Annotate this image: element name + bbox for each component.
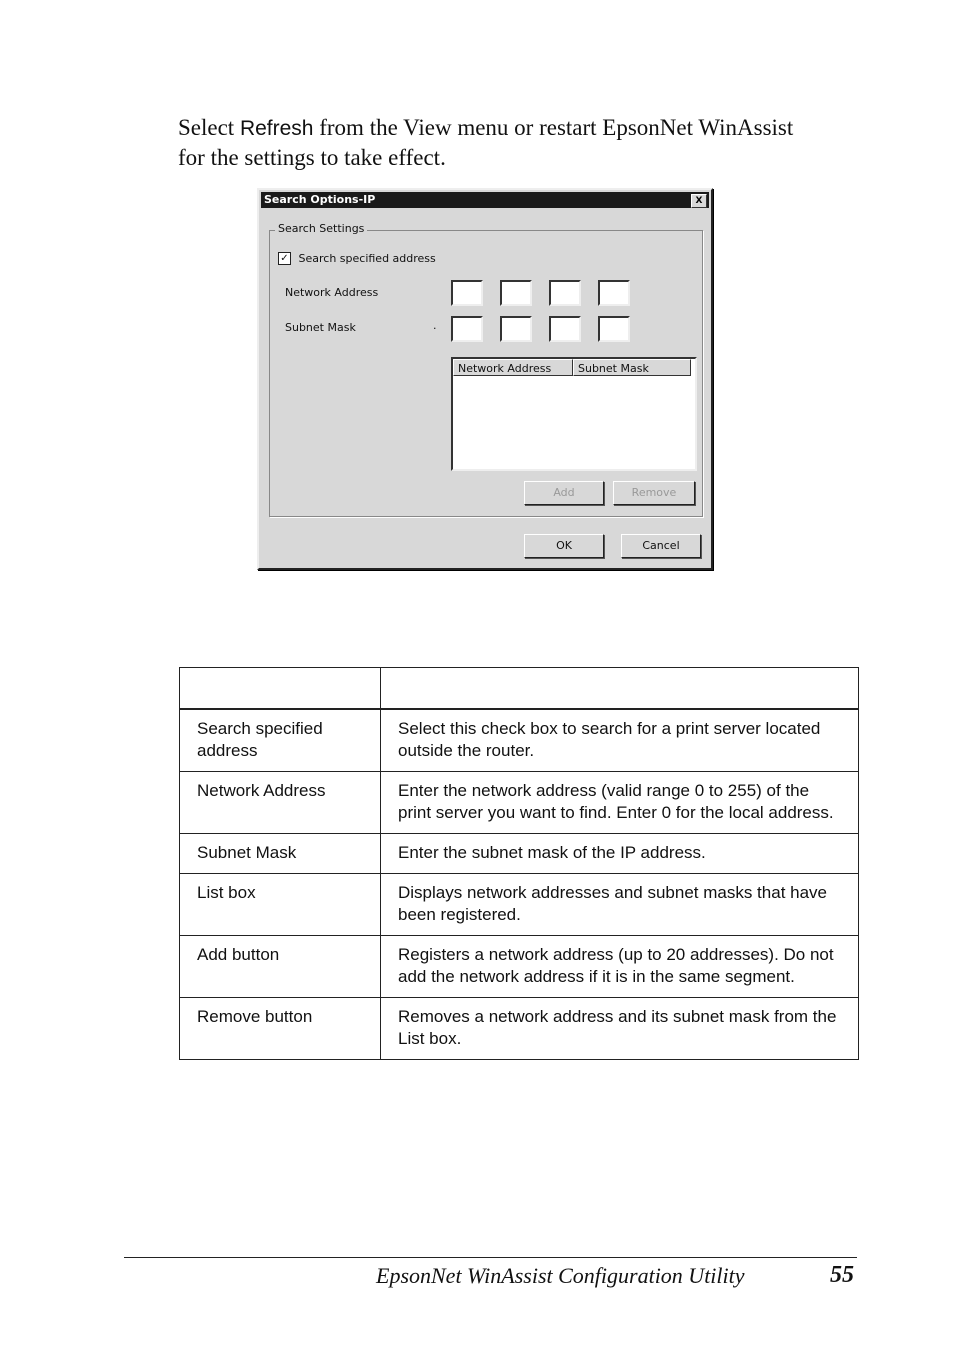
close-icon[interactable]: X bbox=[691, 194, 707, 208]
table-row bbox=[180, 709, 859, 772]
cancel-button[interactable]: Cancel bbox=[621, 534, 701, 558]
intro-text-before: Select bbox=[178, 115, 240, 140]
network-address-octet-4[interactable] bbox=[598, 280, 630, 306]
search-specified-address-checkbox[interactable] bbox=[278, 251, 436, 265]
remove-button[interactable]: Remove bbox=[613, 481, 695, 505]
subnet-separator: · bbox=[433, 322, 437, 335]
row-description: Select this check box to search for a print server located outside the router. bbox=[381, 709, 859, 772]
network-address-octet-1[interactable] bbox=[451, 280, 483, 306]
add-button[interactable]: Add bbox=[524, 481, 604, 505]
settings-table bbox=[179, 667, 859, 1060]
address-list-box[interactable] bbox=[451, 357, 697, 471]
subnet-mask-octet-4[interactable] bbox=[598, 316, 630, 342]
network-address-octet-3[interactable] bbox=[549, 280, 581, 306]
footer-rule bbox=[124, 1257, 857, 1258]
checkbox-label: Search specified address bbox=[298, 251, 436, 265]
ok-button[interactable]: OK bbox=[524, 534, 604, 558]
table-header-description bbox=[381, 668, 859, 710]
list-header-network-address[interactable]: Network Address bbox=[453, 359, 573, 376]
row-item: List box bbox=[180, 874, 381, 936]
subnet-mask-octet-2[interactable] bbox=[500, 316, 532, 342]
list-header-subnet-mask[interactable]: Subnet Mask bbox=[573, 359, 691, 376]
footer-title: EpsonNet WinAssist Configuration Utility bbox=[376, 1263, 745, 1288]
page-number: 55 bbox=[830, 1262, 854, 1288]
table-row bbox=[180, 834, 859, 874]
dialog-title: Search Options-IP bbox=[264, 193, 376, 206]
subnet-mask-label: Subnet Mask bbox=[285, 321, 356, 334]
intro-paragraph bbox=[178, 113, 818, 172]
row-description: Enter the network address (valid range 0 to 255) of the print server you want to find. Enter 0 for the local address. bbox=[381, 772, 859, 834]
refresh-command: Refresh bbox=[239, 117, 314, 140]
network-address-octet-2[interactable] bbox=[500, 280, 532, 306]
group-label: Search Settings bbox=[275, 222, 367, 235]
checkbox-check-icon[interactable]: ✓ bbox=[278, 252, 291, 265]
subnet-mask-octet-1[interactable] bbox=[451, 316, 483, 342]
row-description: Registers a network address (up to 20 addresses). Do not add the network address if it is in the same segment. bbox=[381, 936, 859, 998]
search-options-dialog bbox=[257, 188, 713, 570]
intro-text-after: from the View menu or restart EpsonNet WinAssist for the settings to take effect. bbox=[178, 115, 794, 170]
subnet-mask-octet-3[interactable] bbox=[549, 316, 581, 342]
row-description: Displays network addresses and subnet masks that have been registered. bbox=[381, 874, 859, 936]
row-item: Network Address bbox=[180, 772, 381, 834]
network-address-label: Network Address bbox=[285, 286, 379, 299]
table-row bbox=[180, 998, 859, 1060]
row-item: Search specified address bbox=[180, 709, 381, 772]
row-item: Subnet Mask bbox=[180, 834, 381, 874]
table-row bbox=[180, 772, 859, 834]
row-description: Removes a network address and its subnet mask from the List box. bbox=[381, 998, 859, 1060]
table-row bbox=[180, 874, 859, 936]
row-description: Enter the subnet mask of the IP address. bbox=[381, 834, 859, 874]
table-header-item bbox=[180, 668, 381, 710]
row-item: Remove button bbox=[180, 998, 381, 1060]
table-header-row bbox=[180, 668, 859, 710]
table-row bbox=[180, 936, 859, 998]
dialog-titlebar bbox=[261, 192, 709, 208]
row-item: Add button bbox=[180, 936, 381, 998]
